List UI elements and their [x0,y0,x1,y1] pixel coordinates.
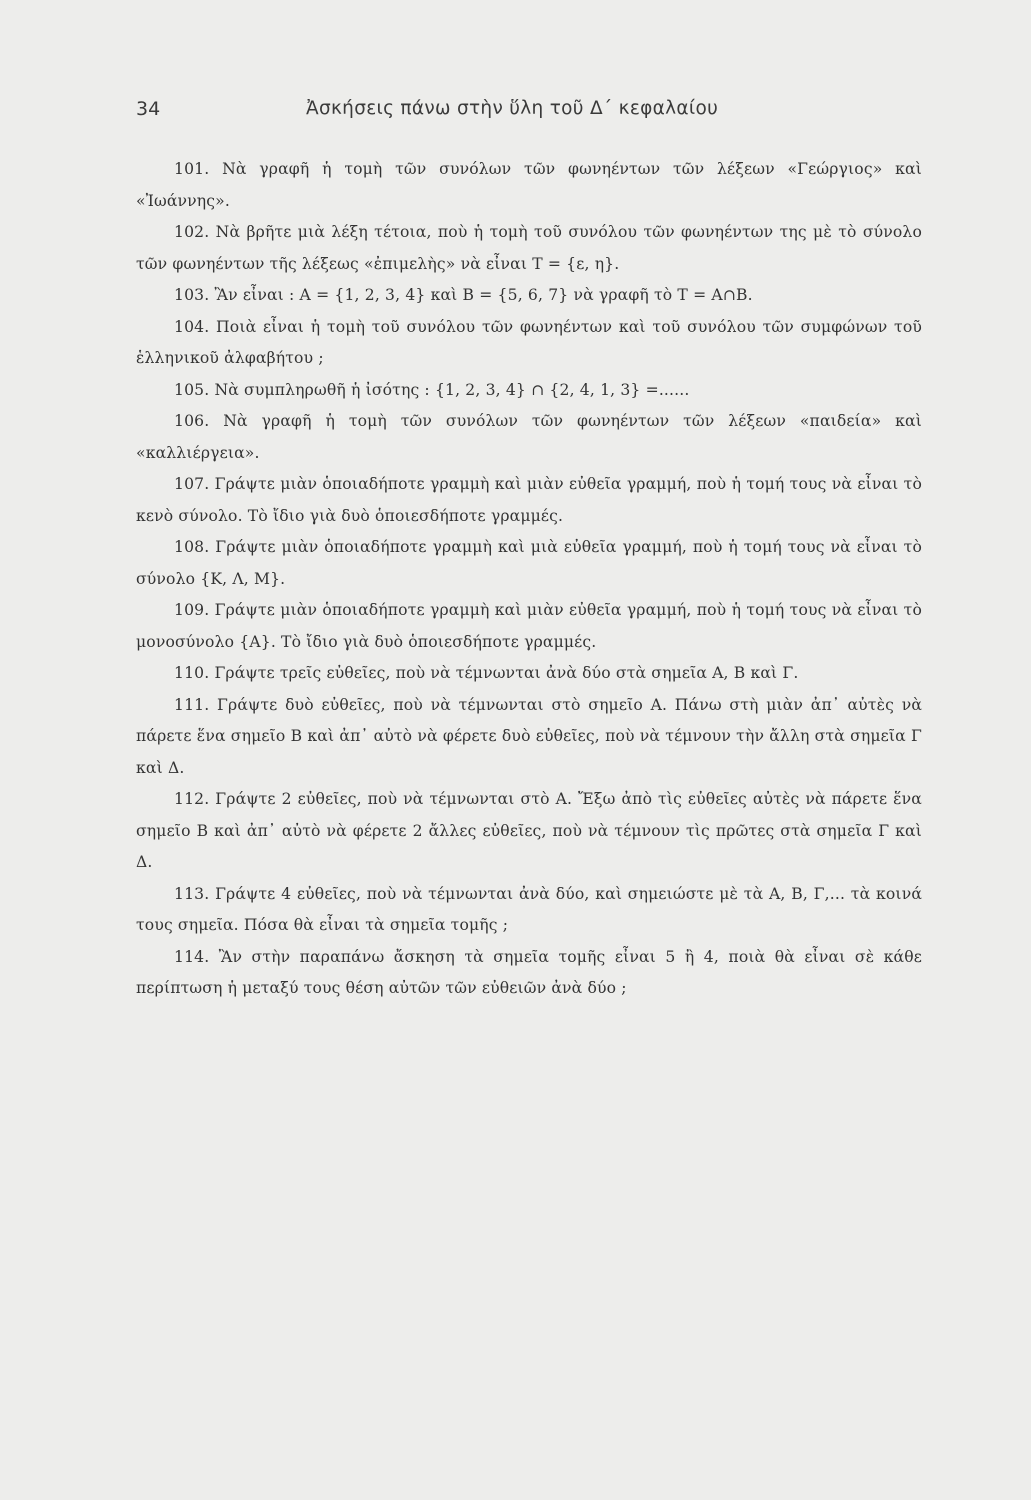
exercise-101 [136,154,922,217]
exercise-text: Νὰ γραφῆ ἡ τομὴ τῶν συνόλων τῶν φωνηέντων τῶν λέξεων «Γεώργιος» καὶ «Ἰωάννης». [136,160,922,210]
exercise-number: 103. [174,286,210,304]
exercise-108 [136,532,922,595]
exercise-number: 111. [174,695,210,714]
exercise-110 [136,658,922,690]
exercise-text: Ἂν εἶναι : A = {1, 2, 3, 4} καὶ B = {5, 6, 7} νὰ γραφῆ τὸ T = A∩B. [214,286,753,304]
exercise-104 [136,312,922,375]
exercise-text: Νὰ γραφῆ ἡ τομὴ τῶν συνόλων τῶν φωνηέντων τῶν λέξεων «παιδεία» καὶ «καλλιέργεια». [136,412,922,462]
page-header [136,98,930,130]
exercise-text: Ποιὰ εἶναι ἡ τομὴ τοῦ συνόλου τῶν φωνηέντων καὶ τοῦ συνόλου τῶν συμφώνων τοῦ ἑλληνικοῦ ἀλφαβήτου ; [136,317,922,367]
exercise-text: Γράψτε 4 εὐθεῖες, ποὺ νὰ τέμνωνται ἀνὰ δύο, καὶ σημειώστε μὲ τὰ A, B, Γ,... τὰ κοινά τους σημεῖα. Πόσα θὰ εἶναι τὰ σημεῖα τομῆς ; [136,884,922,934]
exercise-text: Γράψτε μιὰν ὁποιαδήποτε γραμμὴ καὶ μιὰν εὐθεῖα γραμμή, ποὺ ἡ τομή τους νὰ εἶναι τὸ μονοσύνολο {A}. Τὸ ἴδιο γιὰ δυὸ ὁποιεσδήποτε γραμμές. [136,601,922,651]
exercise-number: 110. [174,664,210,682]
exercise-number: 106. [174,412,210,430]
exercise-text: Γράψτε δυὸ εὐθεῖες, ποὺ νὰ τέμνωνται στὸ σημεῖο A. Πάνω στὴ μιὰν ἀπ᾽ αὐτὲς νὰ πάρετε ἕνα σημεῖο B καὶ ἀπ᾽ αὐτὸ νὰ φέρετε δυὸ εὐθεῖες, ποὺ νὰ τέμνουν τὴν ἄλλη στὰ σημεῖα Γ καὶ Δ. [136,695,923,777]
exercise-number: 108. [174,538,210,556]
page-number: 34 [136,98,161,120]
exercise-number: 102. [174,223,210,241]
exercise-103 [136,280,922,312]
exercise-114 [136,942,922,1005]
exercise-text: Γράψτε μιὰν ὁποιαδήποτε γραμμὴ καὶ μιὰ εὐθεῖα γραμμή, ποὺ ἡ τομή τους νὰ εἶναι τὸ σύνολο {K, Λ, M}. [136,538,922,588]
exercise-number: 109. [174,601,210,619]
exercise-text: Γράψτε τρεῖς εὐθεῖες, ποὺ νὰ τέμνωνται ἀνὰ δύο στὰ σημεῖα A, B καὶ Γ. [214,664,799,682]
exercise-112 [136,784,922,879]
exercise-text: Νὰ βρῆτε μιὰ λέξη τέτοια, ποὺ ἡ τομὴ τοῦ συνόλου τῶν φωνηέντων της μὲ τὸ σύνολο τῶν φωνηέντων τῆς λέξεως «ἐπιμελὴς» νὰ εἶναι Τ = {ε, η}. [136,223,923,273]
running-title: Ἀσκήσεις πάνω στὴν ὕλη τοῦ Δ΄ κεφαλαίου [306,98,719,119]
exercise-number: 114. [174,947,210,966]
exercise-number: 112. [174,790,210,808]
exercise-number: 113. [174,884,210,903]
exercise-102 [136,217,922,280]
exercise-number: 105. [174,380,210,399]
exercise-text: Ἂν στὴν παραπάνω ἄσκηση τὰ σημεῖα τομῆς εἶναι 5 ἢ 4, ποιὰ θὰ εἶναι σὲ κάθε περίπτωση ἡ μεταξύ τους θέση αὐτῶν τῶν εὐθειῶν ἀνὰ δύο ; [136,947,923,997]
exercise-text: Γράψτε 2 εὐθεῖες, ποὺ νὰ τέμνωνται στὸ A. Ἔξω ἀπὸ τὶς εὐθεῖες αὐτὲς νὰ πάρετε ἕνα σημεῖο B καὶ ἀπ᾽ αὐτὸ νὰ φέρετε 2 ἄλλες εὐθεῖες, ποὺ νὰ τέμνουν τὶς πρῶτες στὰ σημεῖα Γ καὶ Δ. [136,790,922,871]
exercise-list [136,154,922,1005]
exercise-107 [136,469,922,532]
exercise-text: Γράψτε μιὰν ὁποιαδήποτε γραμμὴ καὶ μιὰν εὐθεῖα γραμμή, ποὺ ἡ τομή τους νὰ εἶναι τὸ κενὸ σύνολο. Τὸ ἴδιο γιὰ δυὸ ὁποιεσδήποτε γραμμές. [136,475,922,525]
exercise-111 [136,690,922,785]
exercise-number: 104. [174,317,210,336]
exercise-109 [136,595,922,658]
exercise-106 [136,406,922,469]
exercise-number: 101. [174,160,210,178]
exercise-113 [136,879,922,942]
exercise-number: 107. [174,475,210,493]
exercise-text: Νὰ συμπληρωθῆ ἡ ἰσότης : {1, 2, 3, 4} ∩ {2, 4, 1, 3} =...... [214,380,690,399]
exercise-105 [136,375,922,407]
